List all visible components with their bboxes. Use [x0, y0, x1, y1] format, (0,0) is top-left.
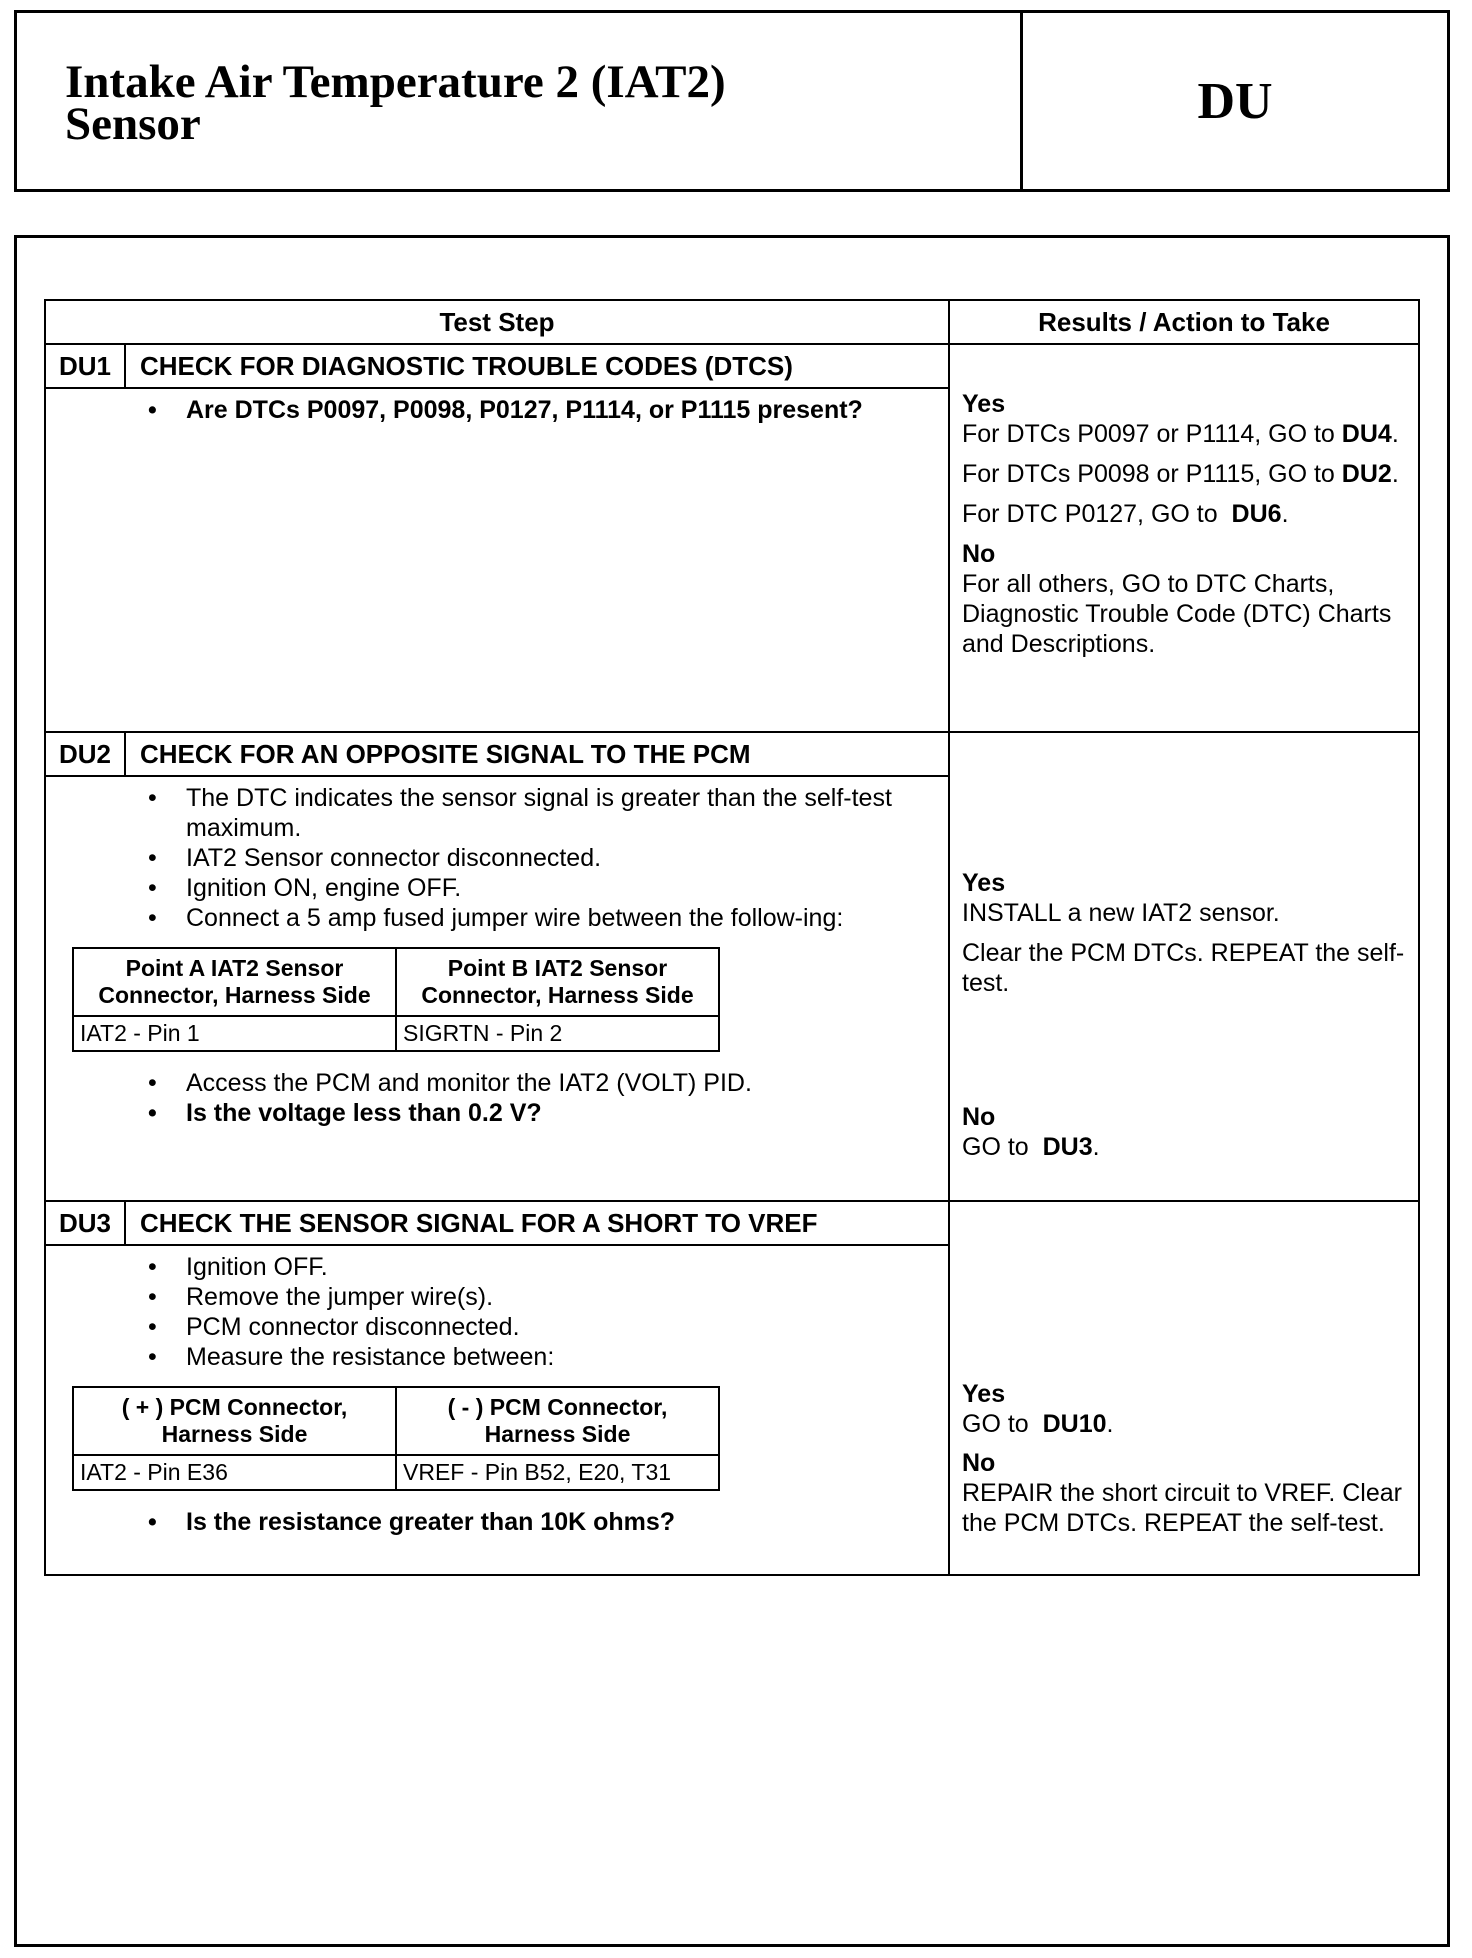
no-action: REPAIR the short circuit to VREF. Clear the PCM DTCs. REPEAT the self-test. — [962, 1479, 1402, 1537]
step-link[interactable]: DU10 — [1042, 1410, 1107, 1438]
step-bullet: • Access the PCM and monitor the IAT2 (VOLT) PID. — [144, 1068, 936, 1098]
step-bullets-after — [144, 1068, 936, 1128]
step-bullet: • The DTC indicates the sensor signal is greater than the self-test maximum. — [144, 783, 936, 843]
yes-label: Yes — [962, 869, 1006, 897]
step-id: DU1 — [46, 345, 126, 387]
step-bullet: • Connect a 5 amp fused jumper wire between the follow-ing: — [144, 903, 936, 933]
column-header-results: Results / Action to Take — [1038, 306, 1330, 337]
title-line-2: Sensor — [65, 98, 201, 150]
step-question-list — [144, 1507, 936, 1537]
no-label: No — [962, 540, 996, 568]
step-body — [46, 777, 948, 1132]
step-id: DU3 — [46, 1202, 126, 1244]
table-header-row — [46, 301, 1418, 345]
no-label: No — [962, 1449, 996, 1477]
step-title: CHECK FOR DIAGNOSTIC TROUBLE CODES (DTCS) — [140, 350, 793, 381]
section-code: DU — [1197, 72, 1273, 130]
yes-action-1: INSTALL a new IAT2 sensor. — [962, 899, 1280, 927]
step-results — [950, 345, 1418, 731]
step-title: CHECK THE SENSOR SIGNAL FOR A SHORT TO VREF — [140, 1207, 818, 1238]
step-question: • Is the resistance greater than 10K ohms? — [144, 1507, 936, 1537]
step-header — [46, 1202, 948, 1246]
step-bullet: • Ignition ON, engine OFF. — [144, 873, 936, 903]
step-header — [46, 733, 948, 777]
step-du3 — [46, 1202, 1418, 1574]
step-bullet: • Remove the jumper wire(s). — [144, 1282, 936, 1312]
yes-action: GO to DU10. — [962, 1410, 1114, 1438]
sub-table-cell: VREF - Pin B52, E20, T31 — [396, 1455, 719, 1490]
step-bullets — [144, 783, 936, 933]
yes-label: Yes — [962, 390, 1006, 418]
step-bullets — [144, 1252, 936, 1372]
jumper-connection-table — [72, 947, 720, 1052]
step-bullet: • Ignition OFF. — [144, 1252, 936, 1282]
step-body — [46, 1246, 948, 1541]
sub-table-header: Point B IAT2 Sensor Connector, Harness Side — [396, 948, 719, 1016]
sub-table-header: ( + ) PCM Connector, Harness Side — [73, 1387, 396, 1455]
step-body — [46, 389, 948, 429]
step-link[interactable]: DU6 — [1231, 500, 1282, 528]
no-action: GO to DU3. — [962, 1133, 1100, 1161]
yes-label: Yes — [962, 1380, 1006, 1408]
step-header — [46, 345, 948, 389]
step-link[interactable]: DU3 — [1042, 1133, 1093, 1161]
yes-action-1: For DTCs P0097 or P1114, GO to DU4. — [962, 420, 1399, 448]
page-title — [17, 13, 1023, 189]
step-bullet: • Measure the resistance between: — [144, 1342, 936, 1372]
step-question: • Are DTCs P0097, P0098, P0127, P1114, or P1115 present? — [144, 395, 936, 425]
yes-action-3: For DTC P0127, GO to DU6. — [962, 500, 1289, 528]
step-title: CHECK FOR AN OPPOSITE SIGNAL TO THE PCM — [140, 738, 751, 769]
no-label: No — [962, 1103, 996, 1131]
sub-table-header: Point A IAT2 Sensor Connector, Harness Side — [73, 948, 396, 1016]
step-link[interactable]: DU4 — [1341, 420, 1392, 448]
column-header-test-step: Test Step — [46, 301, 950, 343]
step-results — [950, 733, 1418, 1200]
step-question: • Is the voltage less than 0.2 V? — [144, 1098, 936, 1128]
step-link[interactable]: DU2 — [1341, 460, 1392, 488]
title-line-1: Intake Air Temperature 2 (IAT2) — [65, 56, 726, 108]
sub-table-cell: IAT2 - Pin 1 — [73, 1016, 396, 1051]
step-bullet: • IAT2 Sensor connector disconnected. — [144, 843, 936, 873]
yes-action-2: For DTCs P0098 or P1115, GO to DU2. — [962, 460, 1399, 488]
step-id: DU2 — [46, 733, 126, 775]
step-results — [950, 1202, 1418, 1574]
sub-table-cell: IAT2 - Pin E36 — [73, 1455, 396, 1490]
step-bullet: • PCM connector disconnected. — [144, 1312, 936, 1342]
diagnostic-table — [44, 299, 1420, 1576]
yes-action-2: Clear the PCM DTCs. REPEAT the self-test. — [962, 939, 1405, 997]
page-header — [14, 10, 1450, 192]
no-action: For all others, GO to DTC Charts, Diagnostic Trouble Code (DTC) Charts and Descriptions. — [962, 570, 1392, 658]
sub-table-header: ( - ) PCM Connector, Harness Side — [396, 1387, 719, 1455]
step-bullets — [144, 395, 936, 425]
sub-table-cell: SIGRTN - Pin 2 — [396, 1016, 719, 1051]
resistance-measurement-table — [72, 1386, 720, 1491]
step-du1 — [46, 345, 1418, 733]
step-du2 — [46, 733, 1418, 1202]
